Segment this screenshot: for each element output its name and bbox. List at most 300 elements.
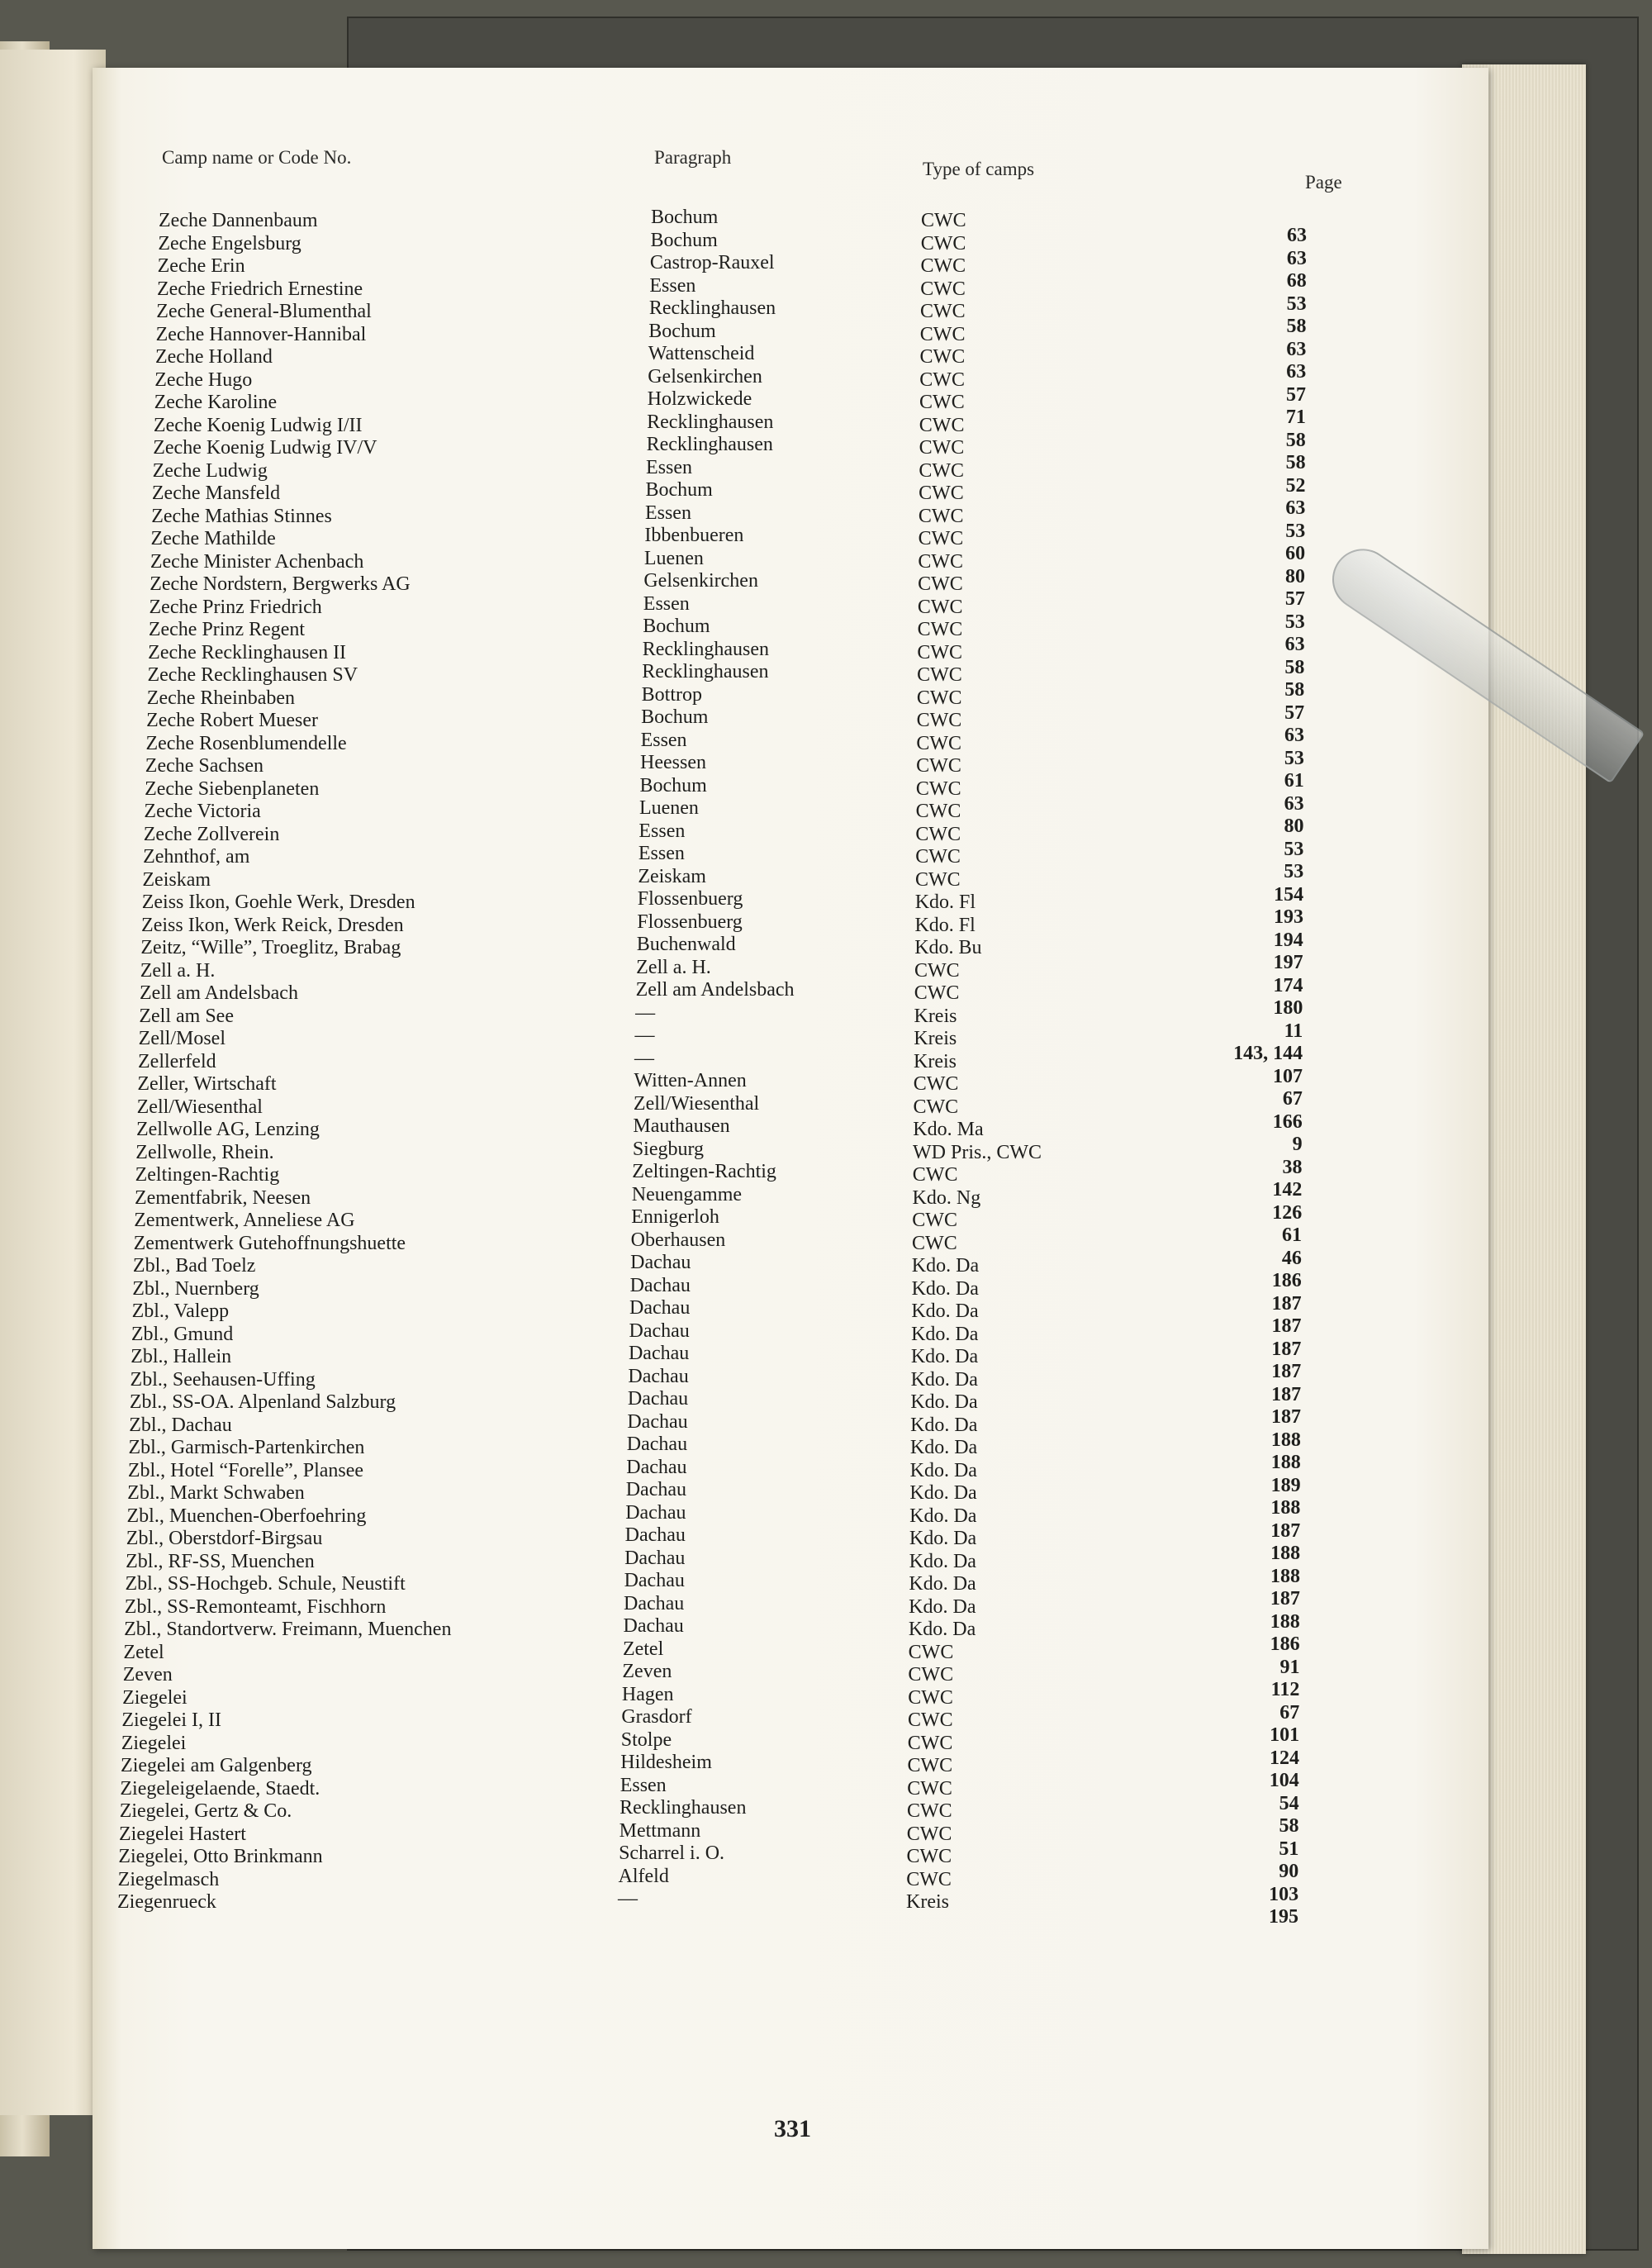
camp-type-cell: CWC <box>916 732 962 754</box>
page-ref-cell: 9 <box>1292 1134 1303 1155</box>
paragraph-cell: Dachau <box>627 1410 688 1433</box>
paragraph-cell: Flossenbuerg <box>637 911 743 933</box>
page-number: 331 <box>774 2115 811 2142</box>
camp-type-cell: CWC <box>916 710 962 731</box>
page-ref-cell: 60 <box>1285 543 1306 564</box>
camp-type-cell: CWC <box>914 959 960 982</box>
camp-type-cell: CWC <box>913 1096 959 1118</box>
page-ref-cell: 58 <box>1286 316 1307 337</box>
camp-name-cell: Zbl., Hotel “Forelle”, Plansee <box>127 1459 364 1481</box>
camp-name-cell: Zeche Nordstern, Bergwerks AG <box>150 573 411 595</box>
camp-type-cell: CWC <box>919 414 965 436</box>
camp-name-cell: Zeche Siebenplaneten <box>145 777 320 800</box>
page-ref-cell: 174 <box>1273 974 1303 996</box>
page-ref-cell: 67 <box>1282 1088 1303 1110</box>
paragraph-cell: Wattenscheid <box>648 343 755 364</box>
camp-name-cell: Zeche Prinz Regent <box>148 619 306 640</box>
paragraph-cell: Ibbenbueren <box>644 525 744 546</box>
page-ref-cell: 180 <box>1273 997 1303 1019</box>
paragraph-cell: Mettmann <box>619 1819 701 1842</box>
camp-name-cell: Zeche Sachsen <box>145 755 264 777</box>
camp-name-cell: Zbl., SS-OA. Alpenland Salzburg <box>129 1391 396 1413</box>
camp-name-cell: Zeller, Wirtschaft <box>137 1073 277 1095</box>
camp-type-cell: Kdo. Da <box>909 1550 976 1572</box>
paragraph-cell: Essen <box>620 1774 667 1796</box>
camp-name-cell: Zell am Andelsbach <box>140 982 298 1004</box>
camp-name-cell: Zeche Erin <box>157 255 245 277</box>
camp-type-cell: CWC <box>915 801 961 822</box>
camp-name-cell: Zeche General-Blumenthal <box>156 301 372 322</box>
camp-name-cell: Zeche Karoline <box>154 392 278 413</box>
page-ref-cell: 186 <box>1271 1270 1302 1291</box>
paragraph-cell: Bochum <box>641 706 709 728</box>
page-ref-cell: 194 <box>1273 929 1303 951</box>
page-ref-cell: 187 <box>1270 1519 1301 1542</box>
camp-type-cell: Kreis <box>914 1005 957 1027</box>
camp-type-cell: CWC <box>920 278 966 300</box>
paragraph-cell: Essen <box>638 820 686 842</box>
page-ref-cell: 80 <box>1284 815 1304 837</box>
paragraph-cell: Bochum <box>648 320 716 342</box>
page-ref-cell: 188 <box>1270 1543 1301 1564</box>
paragraph-cell: Bochum <box>650 229 718 251</box>
camp-name-cell: Zbl., Valepp <box>131 1300 230 1322</box>
camp-name-cell: Zbl., Garmisch-Partenkirchen <box>128 1437 365 1458</box>
camp-name-cell: Zbl., Oberstdorf-Birgsau <box>126 1528 323 1549</box>
camp-name-cell: Zeitz, “Wille”, Troeglitz, Brabag <box>140 937 401 958</box>
paragraph-cell: Essen <box>644 502 691 524</box>
paragraph-cell: Alfeld <box>618 1865 669 1887</box>
page-ref-cell: 126 <box>1272 1201 1303 1224</box>
page-ref-cell: 63 <box>1286 338 1307 360</box>
page-ref-cell: 154 <box>1274 883 1304 906</box>
table-row <box>93 1888 1414 1928</box>
camp-type-cell: CWC <box>908 1664 954 1686</box>
camp-name-cell: Zell/Wiesenthal <box>136 1096 263 1118</box>
camp-name-cell: Zeche Minister Achenbach <box>150 550 364 573</box>
camp-name-cell: Zetel <box>123 1641 164 1663</box>
page-ref-cell: 195 <box>1269 1906 1298 1928</box>
header-paragraph: Paragraph <box>654 147 732 168</box>
camp-name-cell: Zbl., Nuernberg <box>132 1277 259 1300</box>
camp-name-cell: Zeche Koenig Ludwig IV/V <box>153 437 377 459</box>
page-ref-cell: 58 <box>1285 452 1306 473</box>
camp-type-cell: CWC <box>906 1823 952 1845</box>
page-ref-cell: 63 <box>1284 634 1305 655</box>
page-ref-cell: 52 <box>1285 474 1306 497</box>
page-ref-cell: 61 <box>1282 1224 1303 1246</box>
camp-name-cell: Zell am See <box>139 1005 234 1027</box>
page-ref-cell: 187 <box>1271 1315 1302 1337</box>
previous-page-edge <box>0 50 106 2115</box>
page-ref-cell: 143, 144 <box>1233 1043 1303 1064</box>
camp-name-cell: Zeche Rosenblumendelle <box>145 732 347 754</box>
paragraph-cell: Bochum <box>643 616 710 637</box>
paragraph-cell: Dachau <box>624 1524 686 1546</box>
camp-name-cell: Zell/Mosel <box>138 1028 225 1049</box>
camp-type-cell: CWC <box>918 573 963 595</box>
page-ref-cell: 63 <box>1284 725 1305 746</box>
paragraph-cell: — <box>635 1001 656 1024</box>
camp-name-cell: Zeche Dannenbaum <box>159 210 318 231</box>
paragraph-cell: Essen <box>649 274 696 297</box>
paragraph-cell: Hagen <box>621 1683 674 1705</box>
paragraph-cell: Bochum <box>639 774 707 796</box>
page-ref-cell: 57 <box>1284 701 1305 724</box>
paragraph-cell: Essen <box>643 592 690 615</box>
page-ref-cell: 187 <box>1271 1338 1302 1360</box>
camp-type-cell: CWC <box>920 255 966 277</box>
camp-type-cell: CWC <box>915 777 961 800</box>
camp-type-cell: Kdo. Fl <box>914 892 976 913</box>
header-type: Type of camps <box>923 159 1035 179</box>
camp-name-cell: Zeche Mathilde <box>150 528 276 549</box>
page-ref-cell: 124 <box>1269 1747 1299 1769</box>
paragraph-cell: Dachau <box>625 1479 687 1500</box>
camp-type-cell: Kdo. Da <box>909 1505 977 1527</box>
camp-type-cell: CWC <box>919 368 965 391</box>
paragraph-cell: Zell am Andelsbach <box>635 979 795 1001</box>
camp-name-cell: Zbl., Hallein <box>131 1346 232 1367</box>
paragraph-cell: Recklinghausen <box>647 411 774 433</box>
camp-name-cell: Zell a. H. <box>140 959 216 982</box>
paragraph-cell: Luenen <box>638 797 699 819</box>
camp-name-cell: Zbl., Standortverw. Freimann, Muenchen <box>124 1619 452 1640</box>
camp-name-cell: Zeche Zollverein <box>143 823 280 845</box>
camp-name-cell: Zbl., Markt Schwaben <box>127 1482 305 1504</box>
paragraph-cell: Dachau <box>629 1274 691 1296</box>
camp-type-cell: CWC <box>918 528 964 549</box>
camp-name-cell: Zeche Rheinbaben <box>146 687 296 709</box>
camp-name-cell: Ziegelei <box>121 1732 187 1754</box>
paragraph-cell: Dachau <box>625 1501 686 1524</box>
camp-type-cell: CWC <box>906 1800 952 1822</box>
header-camp-name: Camp name or Code No. <box>162 147 352 168</box>
paragraph-cell: Flossenbuerg <box>637 888 743 910</box>
camp-type-cell: Kdo. Da <box>909 1482 977 1504</box>
page-ref-cell: 107 <box>1273 1065 1303 1087</box>
camp-type-cell: CWC <box>916 687 962 709</box>
paragraph-cell: Essen <box>646 456 693 478</box>
paragraph-cell: Dachau <box>629 1297 691 1319</box>
page-ref-cell: 57 <box>1286 383 1307 406</box>
camp-type-cell: Kreis <box>914 1050 957 1072</box>
camp-type-cell: Kdo. Da <box>910 1368 978 1391</box>
page-ref-cell: 53 <box>1286 292 1307 315</box>
paragraph-cell: Recklinghausen <box>646 434 773 455</box>
camp-type-cell: CWC <box>918 505 964 527</box>
camp-type-cell: CWC <box>919 437 965 459</box>
camp-name-cell: Zeche Ludwig <box>152 459 268 482</box>
camp-type-cell: CWC <box>915 846 961 868</box>
paragraph-cell: Zeven <box>622 1661 672 1682</box>
page-ref-cell: 11 <box>1284 1020 1303 1042</box>
camp-name-cell: Ziegenrueck <box>117 1891 216 1913</box>
camp-type-cell: Kdo. Ng <box>912 1186 981 1209</box>
page-ref-cell: 188 <box>1270 1610 1300 1633</box>
camp-type-cell: Kdo. Da <box>909 1459 977 1481</box>
camp-name-cell: Zbl., Dachau <box>129 1414 232 1436</box>
camp-type-cell: CWC <box>915 823 961 845</box>
page-ref-cell: 57 <box>1284 588 1305 610</box>
paragraph-cell: Grasdorf <box>621 1706 692 1728</box>
camp-name-cell: Zellwolle, Rhein. <box>135 1141 274 1163</box>
paragraph-cell: Dachau <box>626 1456 687 1478</box>
camp-type-cell: CWC <box>919 459 964 482</box>
paragraph-cell: Dachau <box>629 1319 690 1342</box>
page-ref-cell: 193 <box>1273 906 1303 928</box>
camp-name-cell: Zeche Hannover-Hannibal <box>155 323 367 345</box>
camp-name-cell: Ziegeleigelaende, Staedt. <box>120 1777 320 1800</box>
page-ref-cell: 189 <box>1270 1474 1301 1496</box>
camp-type-cell: CWC <box>919 483 964 504</box>
paragraph-cell: Dachau <box>628 1365 689 1387</box>
page-ref-cell: 58 <box>1284 679 1305 701</box>
paragraph-cell: Hildesheim <box>620 1752 712 1773</box>
camp-type-cell: Kdo. Da <box>911 1277 979 1300</box>
camp-type-cell: CWC <box>912 1232 957 1254</box>
camp-type-cell: CWC <box>918 550 964 573</box>
camp-type-cell: Kdo. Bu <box>914 937 982 958</box>
camp-name-cell: Zeche Recklinghausen II <box>148 641 347 663</box>
camp-name-cell: Zeche Mansfeld <box>151 483 281 504</box>
paragraph-cell: Bochum <box>651 207 719 228</box>
paragraph-cell: Buchenwald <box>636 934 736 955</box>
camp-type-cell: CWC <box>914 982 960 1004</box>
paragraph-cell: Heessen <box>640 752 706 773</box>
camp-type-cell: CWC <box>917 619 963 640</box>
page-ref-cell: 187 <box>1271 1361 1302 1382</box>
camp-type-cell: CWC <box>919 392 965 413</box>
camp-type-cell: CWC <box>917 641 963 663</box>
camp-type-cell: Kdo. Da <box>910 1391 978 1413</box>
page-ref-cell: 188 <box>1270 1497 1301 1519</box>
camp-name-cell: Zementwerk Gutehoffnungshuette <box>133 1232 406 1254</box>
page-ref-cell: 58 <box>1284 656 1305 678</box>
camp-name-cell: Zeche Mathias Stinnes <box>151 505 332 527</box>
camp-name-cell: Zbl., RF-SS, Muenchen <box>126 1550 315 1572</box>
page-ref-cell: 187 <box>1270 1406 1301 1428</box>
camp-name-cell: Zellwolle AG, Lenzing <box>135 1119 320 1140</box>
camp-type-cell: CWC <box>920 301 966 322</box>
page-ref-cell: 71 <box>1285 407 1306 428</box>
paragraph-cell: Recklinghausen <box>620 1797 747 1819</box>
paragraph-cell: Zeltingen-Rachtig <box>632 1161 776 1182</box>
paragraph-cell: Essen <box>640 729 687 751</box>
page-ref-cell: 53 <box>1284 611 1305 633</box>
camp-type-cell: CWC <box>907 1777 952 1800</box>
camp-name-cell: Zementfabrik, Neesen <box>134 1186 311 1209</box>
camp-type-cell: CWC <box>908 1641 954 1663</box>
camp-name-cell: Zeven <box>122 1664 173 1686</box>
page-ref-cell: 90 <box>1279 1861 1299 1882</box>
camp-name-cell: Ziegelei am Galgenberg <box>121 1755 312 1776</box>
camp-name-cell: Zeche Robert Mueser <box>146 710 319 731</box>
camp-type-cell: CWC <box>917 596 963 618</box>
page-ref-cell: 104 <box>1269 1770 1299 1791</box>
paragraph-cell: Dachau <box>623 1615 684 1637</box>
paragraph-cell: Zell/Wiesenthal <box>633 1092 760 1115</box>
page-ref-cell: 112 <box>1270 1679 1300 1700</box>
camp-name-cell: Zellerfeld <box>138 1050 216 1072</box>
page-ref-cell: 186 <box>1270 1633 1300 1655</box>
camp-type-cell: CWC <box>920 232 966 254</box>
camp-type-cell: Kdo. Da <box>911 1323 979 1345</box>
camp-type-cell: CWC <box>919 346 966 368</box>
camp-type-cell: CWC <box>906 1846 952 1867</box>
camp-name-cell: Ziegelei <box>122 1686 188 1709</box>
paragraph-cell: Gelsenkirchen <box>648 365 762 388</box>
paragraph-cell: Zetel <box>622 1638 664 1660</box>
camp-type-cell: Kdo. Da <box>911 1255 980 1277</box>
page-ref-cell: 46 <box>1281 1247 1302 1269</box>
paragraph-cell: Castrop-Rauxel <box>649 252 775 273</box>
page-ref-cell: 58 <box>1285 429 1306 451</box>
page-ref-cell: 103 <box>1269 1883 1299 1905</box>
camp-type-cell: CWC <box>908 1686 953 1709</box>
camp-name-cell: Zementwerk, Anneliese AG <box>134 1210 355 1231</box>
paragraph-cell: Zell a. H. <box>636 956 711 978</box>
camp-name-cell: Zeche Prinz Friedrich <box>149 596 322 618</box>
camp-name-cell: Zeche Engelsburg <box>158 232 301 254</box>
camp-type-cell: CWC <box>914 868 961 891</box>
page-ref-cell: 197 <box>1273 952 1303 973</box>
page-ref-cell: 187 <box>1271 1292 1302 1315</box>
page-ref-cell: 63 <box>1285 497 1306 519</box>
paragraph-cell: — <box>634 1025 655 1046</box>
page-ref-cell: 68 <box>1286 270 1307 292</box>
camp-name-cell: Ziegelei Hastert <box>119 1823 246 1845</box>
camp-type-cell: CWC <box>907 1732 953 1754</box>
page-ref-cell: 51 <box>1279 1838 1299 1860</box>
camp-name-cell: Zeiskam <box>142 868 211 891</box>
camp-type-cell: Kreis <box>914 1028 957 1049</box>
camp-type-cell: Kdo. Da <box>908 1619 976 1640</box>
camp-type-cell: Kdo. Da <box>910 1414 978 1436</box>
camp-type-cell: Kdo. Da <box>909 1595 976 1618</box>
camp-name-cell: Zbl., SS-Remonteamt, Fischhorn <box>124 1595 387 1618</box>
header-page: Page <box>1305 172 1342 193</box>
paragraph-cell: — <box>618 1888 638 1909</box>
page-ref-cell: 188 <box>1270 1452 1301 1473</box>
paragraph-cell: — <box>634 1047 654 1069</box>
camp-type-cell: CWC <box>919 323 966 345</box>
camp-type-cell: CWC <box>907 1709 953 1731</box>
paragraph-cell: Oberhausen <box>630 1229 726 1251</box>
page-ref-cell: 80 <box>1284 565 1305 587</box>
camp-type-cell: Kdo. Da <box>909 1437 978 1458</box>
paragraph-cell: Recklinghausen <box>648 297 776 319</box>
camp-name-cell: Zeche Recklinghausen SV <box>147 664 358 686</box>
camp-type-cell: CWC <box>913 1073 959 1095</box>
camp-name-cell: Zeche Koenig Ludwig I/II <box>153 414 363 436</box>
page-ref-cell: 101 <box>1270 1724 1300 1746</box>
camp-name-cell: Ziegelei I, II <box>121 1709 221 1731</box>
camp-type-cell: CWC <box>921 210 966 231</box>
page-ref-cell: 53 <box>1284 838 1304 860</box>
camp-name-cell: Zeche Hugo <box>154 368 253 391</box>
paragraph-cell: Dachau <box>624 1592 685 1614</box>
paragraph-cell: Luenen <box>643 547 704 569</box>
camp-type-cell: CWC <box>907 1755 953 1776</box>
camp-name-cell: Zbl., Seehausen-Uffing <box>130 1368 316 1391</box>
camp-name-cell: Zbl., SS-Hochgeb. Schule, Neustift <box>125 1573 406 1595</box>
camp-name-cell: Zeiss Ikon, Goehle Werk, Dresden <box>141 892 415 913</box>
page-ref-cell: 142 <box>1272 1179 1303 1201</box>
paragraph-cell: Essen <box>638 843 685 864</box>
paragraph-cell: Dachau <box>630 1252 691 1273</box>
paragraph-cell: Recklinghausen <box>642 638 770 660</box>
camp-type-cell: WD Pris., CWC <box>913 1141 1042 1163</box>
paragraph-cell: Dachau <box>624 1570 685 1591</box>
camp-name-cell: Zehnthof, am <box>143 846 250 868</box>
paragraph-cell: Gelsenkirchen <box>643 570 758 592</box>
page-ref-cell: 67 <box>1279 1701 1300 1724</box>
paragraph-cell: Holzwickede <box>647 388 752 410</box>
page-ref-cell: 53 <box>1284 747 1304 769</box>
camp-type-cell: Kdo. Da <box>909 1528 977 1549</box>
page-ref-cell: 188 <box>1270 1429 1301 1451</box>
page-ref-cell: 61 <box>1284 770 1304 792</box>
page-ref-cell: 53 <box>1284 861 1304 882</box>
page-ref-cell: 91 <box>1279 1656 1300 1678</box>
page-ref-cell: 54 <box>1279 1792 1299 1814</box>
page-ref-cell: 53 <box>1285 520 1306 542</box>
paragraph-cell: Scharrel i. O. <box>619 1842 725 1864</box>
camp-name-cell: Zeche Holland <box>154 346 273 368</box>
page-ref-cell: 38 <box>1282 1156 1303 1178</box>
camp-name-cell: Zeche Friedrich Ernestine <box>156 278 363 300</box>
book-page <box>93 68 1488 2249</box>
camp-name-cell: Ziegelei, Gertz & Co. <box>119 1800 292 1822</box>
paragraph-cell: Bottrop <box>641 683 702 706</box>
paragraph-cell: Ennigerloh <box>631 1206 719 1228</box>
camp-name-cell: Zeche Victoria <box>144 801 261 822</box>
camp-type-cell: Kdo. Da <box>909 1573 976 1595</box>
page-ref-cell: 187 <box>1270 1588 1300 1609</box>
paragraph-cell: Dachau <box>628 1343 690 1364</box>
page-ref-cell: 63 <box>1284 792 1304 815</box>
camp-type-cell: Kdo. Ma <box>913 1119 984 1140</box>
camp-name-cell: Zeltingen-Rachtig <box>135 1164 280 1186</box>
camp-name-cell: Ziegelei, Otto Brinkmann <box>118 1846 323 1867</box>
camp-type-cell: Kreis <box>906 1891 949 1913</box>
page-ref-cell: 63 <box>1287 225 1307 246</box>
camp-name-cell: Zeiss Ikon, Werk Reick, Dresden <box>141 914 404 936</box>
camp-name-cell: Zbl., Muenchen-Oberfoehring <box>126 1505 367 1527</box>
paragraph-cell: Recklinghausen <box>642 661 769 682</box>
page-ref-cell: 63 <box>1286 247 1307 269</box>
paragraph-cell: Stolpe <box>620 1728 672 1751</box>
paragraph-cell: Bochum <box>645 479 713 501</box>
paragraph-cell: Witten-Annen <box>634 1070 747 1091</box>
camp-type-cell: Kdo. Da <box>911 1300 979 1322</box>
paragraph-cell: Dachau <box>627 1388 689 1410</box>
paragraph-cell: Neuengamme <box>631 1183 743 1205</box>
page-ref-cell: 187 <box>1271 1383 1302 1405</box>
camp-type-cell: CWC <box>906 1868 952 1890</box>
page-ref-cell: 58 <box>1279 1815 1299 1837</box>
paragraph-cell: Zeiskam <box>638 865 706 887</box>
camp-type-cell: CWC <box>917 664 962 686</box>
paragraph-cell: Mauthausen <box>633 1115 730 1137</box>
page-ref-cell: 166 <box>1272 1110 1303 1133</box>
paragraph-cell: Siegburg <box>632 1138 705 1160</box>
camp-type-cell: CWC <box>912 1164 958 1186</box>
camp-type-cell: Kdo. Da <box>910 1346 979 1367</box>
camp-type-cell: CWC <box>916 755 961 777</box>
page-ref-cell: 188 <box>1270 1565 1301 1587</box>
